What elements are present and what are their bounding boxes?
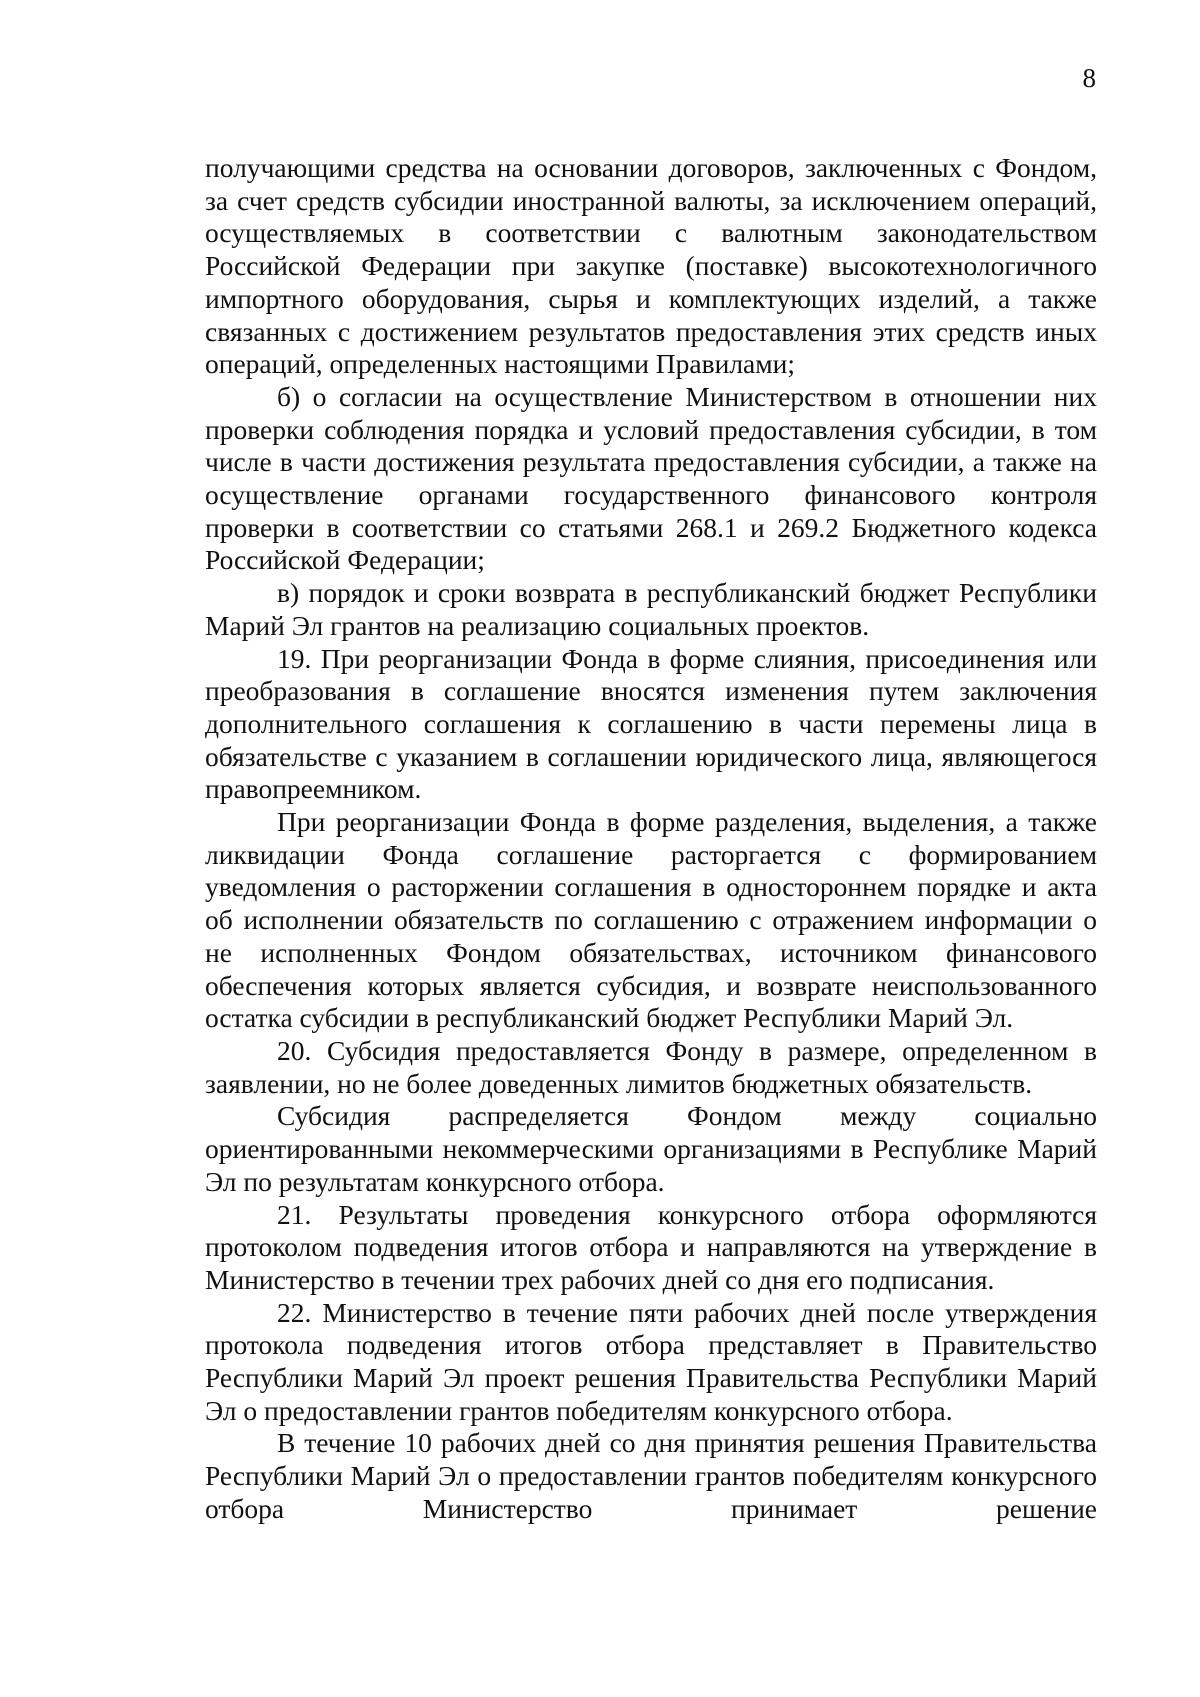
paragraph-21-selection-results: 21. Результаты проведения конкурсного отбора оформляются протоколом подведения итогов отбора и направляются на утверждение в Министерство в течении трех рабочих дней со дня его подписания. xyxy=(205,1198,1097,1295)
document-body xyxy=(205,152,1097,1526)
paragraph-20-subsidy-amount: 20. Субсидия предоставляется Фонду в размере, определенном в заявлении, но не более доведенных лимитов бюджетных обязательств. xyxy=(205,1034,1097,1099)
paragraph-b-consent-to-inspection: б) о согласии на осуществление Министерством в отношении них проверки соблюдения порядка и условий предоставления субсидии, в том числе в части достижения результата предоставления субсидии, а также на осуществление органами государственного финансового контроля проверки в соответствии со статьями 268.1 и 269.2 Бюджетного кодекса Российской Федерации; xyxy=(205,380,1097,576)
paragraph-subsidy-distribution: Субсидия распределяется Фондом между социально ориентированными некоммерческими организациями в Республике Марий Эл по результатам конкурсного отбора. xyxy=(205,1100,1097,1197)
paragraph-reorganization-division: При реорганизации Фонда в форме разделения, выделения, а также ликвидации Фонда соглашение расторгается с формированием уведомления о расторжении соглашения в одностороннем порядке и акта об исполнении обязательств по соглашению с отражением информации о не исполненных Фондом обязательствах, источником финансового обеспечения которых является субсидия, и возврате неиспользованного остатка субсидии в республиканский бюджет Республики Марий Эл. xyxy=(205,806,1097,1034)
paragraph-19-reorganization-merger: 19. При реорганизации Фонда в форме слияния, присоединения или преобразования в соглашение вносятся изменения путем заключения дополнительного соглашения к соглашению в части перемены лица в обязательстве с указанием в соглашении юридического лица, являющегося правопреемником. xyxy=(205,642,1097,805)
page-number: 8 xyxy=(1082,63,1096,93)
paragraph-continuation-currency-operations: получающими средства на основании договоров, заключенных с Фондом, за счет средств субсидии иностранной валюты, за исключением операций, осуществляемых в соответствии с валютным законодательством Российской Федерации при закупке (поставке) высокотехнологичного импортного оборудования, сырья и комплектующих изделий, а также связанных с достижением результатов предоставления этих средств иных операций, определенных настоящими Правилами; xyxy=(205,152,1097,380)
paragraph-v-grant-return-procedure: в) порядок и сроки возврата в республиканский бюджет Республики Марий Эл грантов на реализацию социальных проектов. xyxy=(205,577,1097,641)
paragraph-ministry-decision-deadline: В течение 10 рабочих дней со дня принятия решения Правительства Республики Марий Эл о предоставлении грантов победителям конкурсного отбора Министерство принимает решение xyxy=(205,1427,1097,1524)
paragraph-22-ministry-submission: 22. Министерство в течение пяти рабочих дней после утверждения протокола подведения итогов отбора представляет в Правительство Республики Марий Эл проект решения Правительства Республики Марий Эл о предоставлении грантов победителям конкурсного отбора. xyxy=(205,1296,1097,1426)
